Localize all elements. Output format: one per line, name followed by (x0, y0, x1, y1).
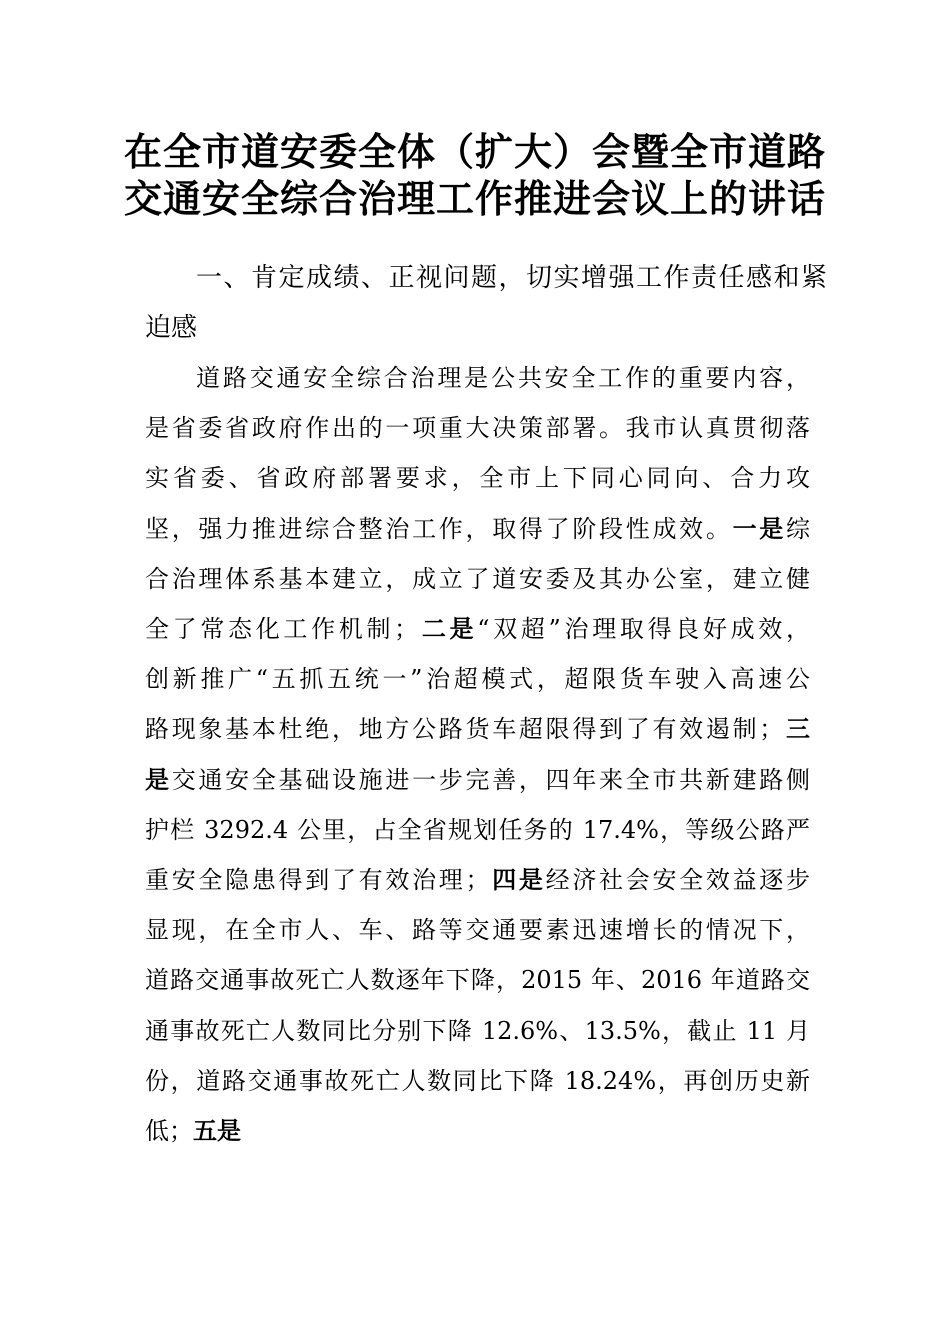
body-line-emphasis: 二是 (418, 615, 478, 643)
body-line-text: “双超”治理取得良好成效， (477, 615, 810, 643)
body-line (145, 1006, 810, 1056)
body-line (145, 755, 810, 805)
body-line-text: 创新推广“五抓五统一”治超模式，超限货车驶入高速公 (145, 665, 810, 694)
body-line (145, 704, 810, 754)
body-line-text: 路现象基本杜绝，地方公路货车超限得到了有效遏制； (145, 715, 784, 744)
section-heading-line-1: 一、肯定成绩、正视问题，切实增强工作责任感和紧 (196, 263, 829, 293)
body-line-emphasis: 四是 (489, 866, 546, 894)
body-line (145, 504, 810, 554)
body-line (145, 1106, 810, 1156)
body-line (145, 905, 810, 955)
body-line-text: 综 (786, 514, 811, 543)
body-line (145, 1056, 810, 1106)
body-line (196, 353, 810, 403)
body-line-text: 全了常态化工作机制； (145, 615, 419, 643)
body-line-text: 份，道路交通事故死亡人数同比下降 18.24%，再创历史新 (145, 1066, 810, 1095)
body-line-text: 道路交通事故死亡人数逐年下降，2015 年、2016 年道路交 (145, 966, 810, 995)
body-line-text: 实省委、省政府部署要求，全市上下同心同向、合力攻 (145, 464, 810, 493)
body-line-text: 显现，在全市人、车、路等交通要素迅速增长的情况下， (145, 916, 810, 945)
body-line-text: 交通安全基础设施进一步完善，四年来全市共新建路侧 (171, 765, 811, 794)
body-line (145, 654, 810, 704)
body-line-text: 是省委省政府作出的一项重大决策部署。我市认真贯彻落 (145, 414, 810, 443)
body-line (145, 955, 810, 1005)
body-line-emphasis: 是 (145, 765, 172, 794)
body-line-text: 通事故死亡人数同比分别下降 12.6%、13.5%，截止 11 月 (145, 1016, 810, 1045)
body-line-text: 经济社会安全效益逐步 (545, 866, 810, 894)
body-line (145, 805, 810, 855)
body-line-text: 低； (145, 1117, 193, 1145)
body-line (145, 403, 810, 453)
document-title-line-2: 交通安全综合治理工作推进会议上的讲话 (123, 176, 826, 221)
body-line-text: 重安全隐患得到了有效治理； (145, 866, 490, 894)
body-line (145, 453, 810, 503)
body-line-emphasis: 三 (783, 715, 811, 744)
body-line-text: 护栏 3292.4 公里，占全省规划任务的 17.4%，等级公路严 (145, 815, 810, 844)
document-title-line-1: 在全市道安委全体（扩大）会暨全市道路 (123, 129, 826, 174)
body-line (145, 855, 810, 905)
body-line-emphasis: 一是 (732, 514, 787, 543)
body-line-text: 道路交通安全综合治理是公共安全工作的重要内容， (196, 364, 810, 392)
body-line (145, 604, 810, 654)
body-line-emphasis: 五是 (193, 1117, 241, 1145)
body-line (145, 554, 810, 604)
body-line-text: 坚，强力推进综合整治工作，取得了阶段性成效。 (145, 514, 733, 543)
section-heading-line-2: 迫感 (145, 313, 198, 343)
body-line-text: 合治理体系基本建立，成立了道安委及其办公室，建立健 (145, 564, 810, 593)
